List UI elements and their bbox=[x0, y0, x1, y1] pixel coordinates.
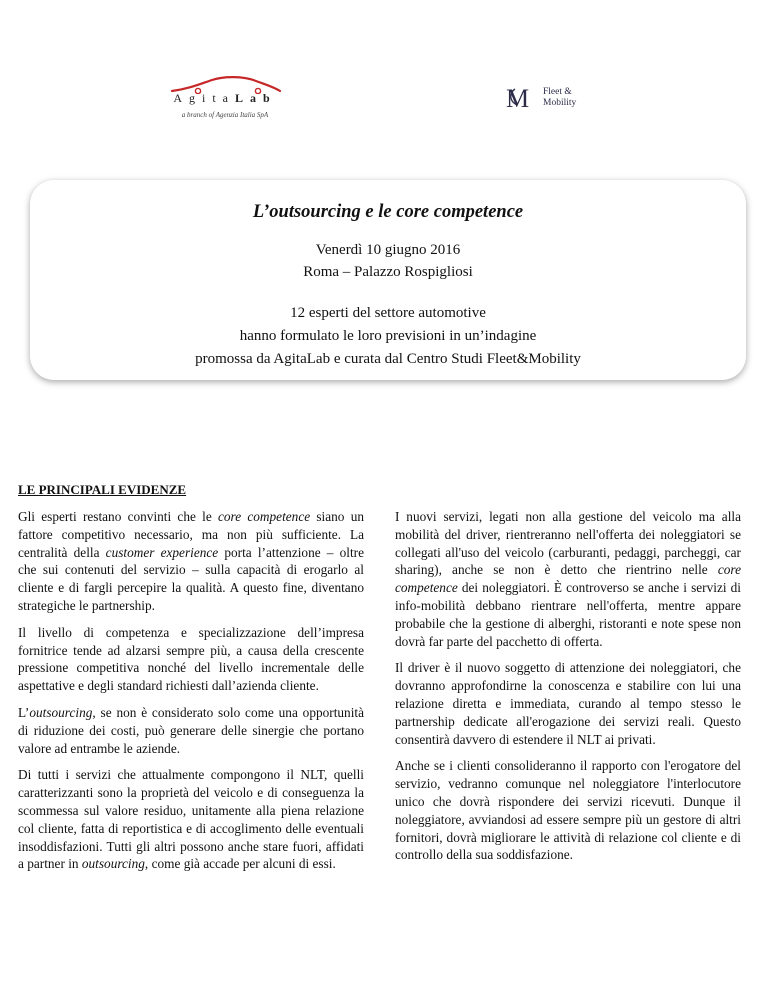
paragraph bbox=[18, 624, 364, 695]
event-title-box bbox=[30, 180, 746, 380]
paragraph bbox=[18, 766, 364, 873]
text-run: I nuovi servizi, legati non alla gestione del veicolo ma alla mobilità del driver, rientreranno nell'offerta dei noleggiatori se collegati all'uso del veicolo (carburanti, pedaggi, parcheggi, car sharing), anche se non è detto che rientrino nelle bbox=[395, 509, 741, 578]
italic-term: outsourcing bbox=[81, 856, 145, 872]
left-column bbox=[18, 508, 364, 882]
italic-term: outsourcing bbox=[29, 704, 93, 720]
agitalab-tagline: a branch of Agenzia Italia SpA bbox=[181, 111, 269, 119]
text-run: , se non è considerato solo come una opportunità di riduzione dei costi, può generare delle sinergie che portano valore ad entrambe le aziende. bbox=[18, 704, 364, 756]
survey-desc-line1: 12 esperti del settore automotive bbox=[290, 305, 486, 321]
text-run: L’ bbox=[18, 704, 30, 720]
survey-desc-line3: promossa da AgitaLab e curata dal Centro Studi Fleet&Mobility bbox=[195, 351, 581, 367]
paragraph bbox=[18, 704, 364, 757]
fm-monogram-icon bbox=[505, 83, 539, 113]
text-run: , come già accade per alcuni di essi. bbox=[144, 856, 336, 872]
text-run: porta l’attenzione – oltre che sui contenuti del servizio – sulla capacità di erogarlo al cliente e di fargli percepire la qualità. A questo fine, diventano strategiche le partnership. bbox=[18, 544, 364, 613]
survey-desc-line2: hanno formulato le loro previsioni in un’indagine bbox=[239, 328, 537, 344]
section-heading: LE PRINCIPALI EVIDENZE bbox=[18, 482, 187, 497]
event-place: Roma – Palazzo Rospigliosi bbox=[303, 264, 473, 280]
paragraph bbox=[18, 508, 364, 615]
page-title: L’outsourcing e le core competence bbox=[252, 202, 524, 222]
text-run: dei noleggiatori. È controverso se anche i servizi di info-mobilità debbano rientrare nell'offerta, mentre appare probabile che la gestione di alberghi, ristoranti e note spese non dovrà far parte del pacchetto di offerta. bbox=[395, 580, 741, 649]
italic-term: core competence bbox=[395, 562, 741, 596]
paragraph bbox=[395, 757, 741, 864]
fm-line2: Mobility bbox=[543, 98, 577, 108]
text-run: siano un fattore competitivo necessario, ma non più sufficiente. La centralità della bbox=[18, 509, 364, 560]
paragraph bbox=[395, 659, 741, 748]
agitalab-wordmark: AgitaLab bbox=[173, 91, 277, 105]
paragraph bbox=[395, 508, 741, 650]
agitalab-logo bbox=[160, 74, 290, 124]
text-run: Il driver è il nuovo soggetto di attenzione dei noleggiatori, che dovranno approfondirne la conoscenza e stabilire con lui una relazione diretta e immediata, curando al tempo stesso le partnership dedicate all'erogazione dei servizi reali. Questo consentirà davvero di estendere il NLT ai privati. bbox=[395, 660, 741, 747]
svg-text:M: M bbox=[506, 84, 530, 113]
text-run: Il livello di competenza e specializzazione dell’impresa fornitrice tende ad alzarsi sempre più, a causa della crescente pressione competitiva nonché del livello incrementale delle aspettative e degli standard richiesti dall’azienda cliente. bbox=[18, 624, 364, 694]
text-run: Di tutti i servizi che attualmente compongono il NLT, quelli caratterizzanti sono la proprietà del veicolo e di conseguenza la scommessa sul valore residuo, unitamente alla piena relazione col cliente, fatta di reportistica e di accoglimento delle eventuali insoddisfazioni. Tutti gli altri possono anche stare fuori, affidati a partner in bbox=[18, 767, 364, 872]
text-run: Gli esperti restano convinti che le bbox=[18, 509, 218, 524]
italic-term: customer experience bbox=[105, 544, 219, 560]
fm-text bbox=[543, 87, 576, 109]
fleet-mobility-logo bbox=[505, 83, 605, 115]
italic-term: core competence bbox=[217, 509, 311, 524]
text-run: Anche se i clienti consolideranno il rapporto con l'erogatore del servizio, vedranno comunque nel noleggiatore l'interlocutore unico che dovrà rispondere dei servizi ricevuti. Dunque il noleggiatore, avviandosi ad essere sempre più un gestore di altri fornitori, dovrà migliorare le attività di relazione col cliente e di controllo della sua soddisfazione. bbox=[395, 758, 741, 863]
fm-line1: Fleet & bbox=[543, 87, 572, 97]
right-column bbox=[395, 508, 741, 873]
event-date: Venerdì 10 giugno 2016 bbox=[315, 242, 461, 258]
